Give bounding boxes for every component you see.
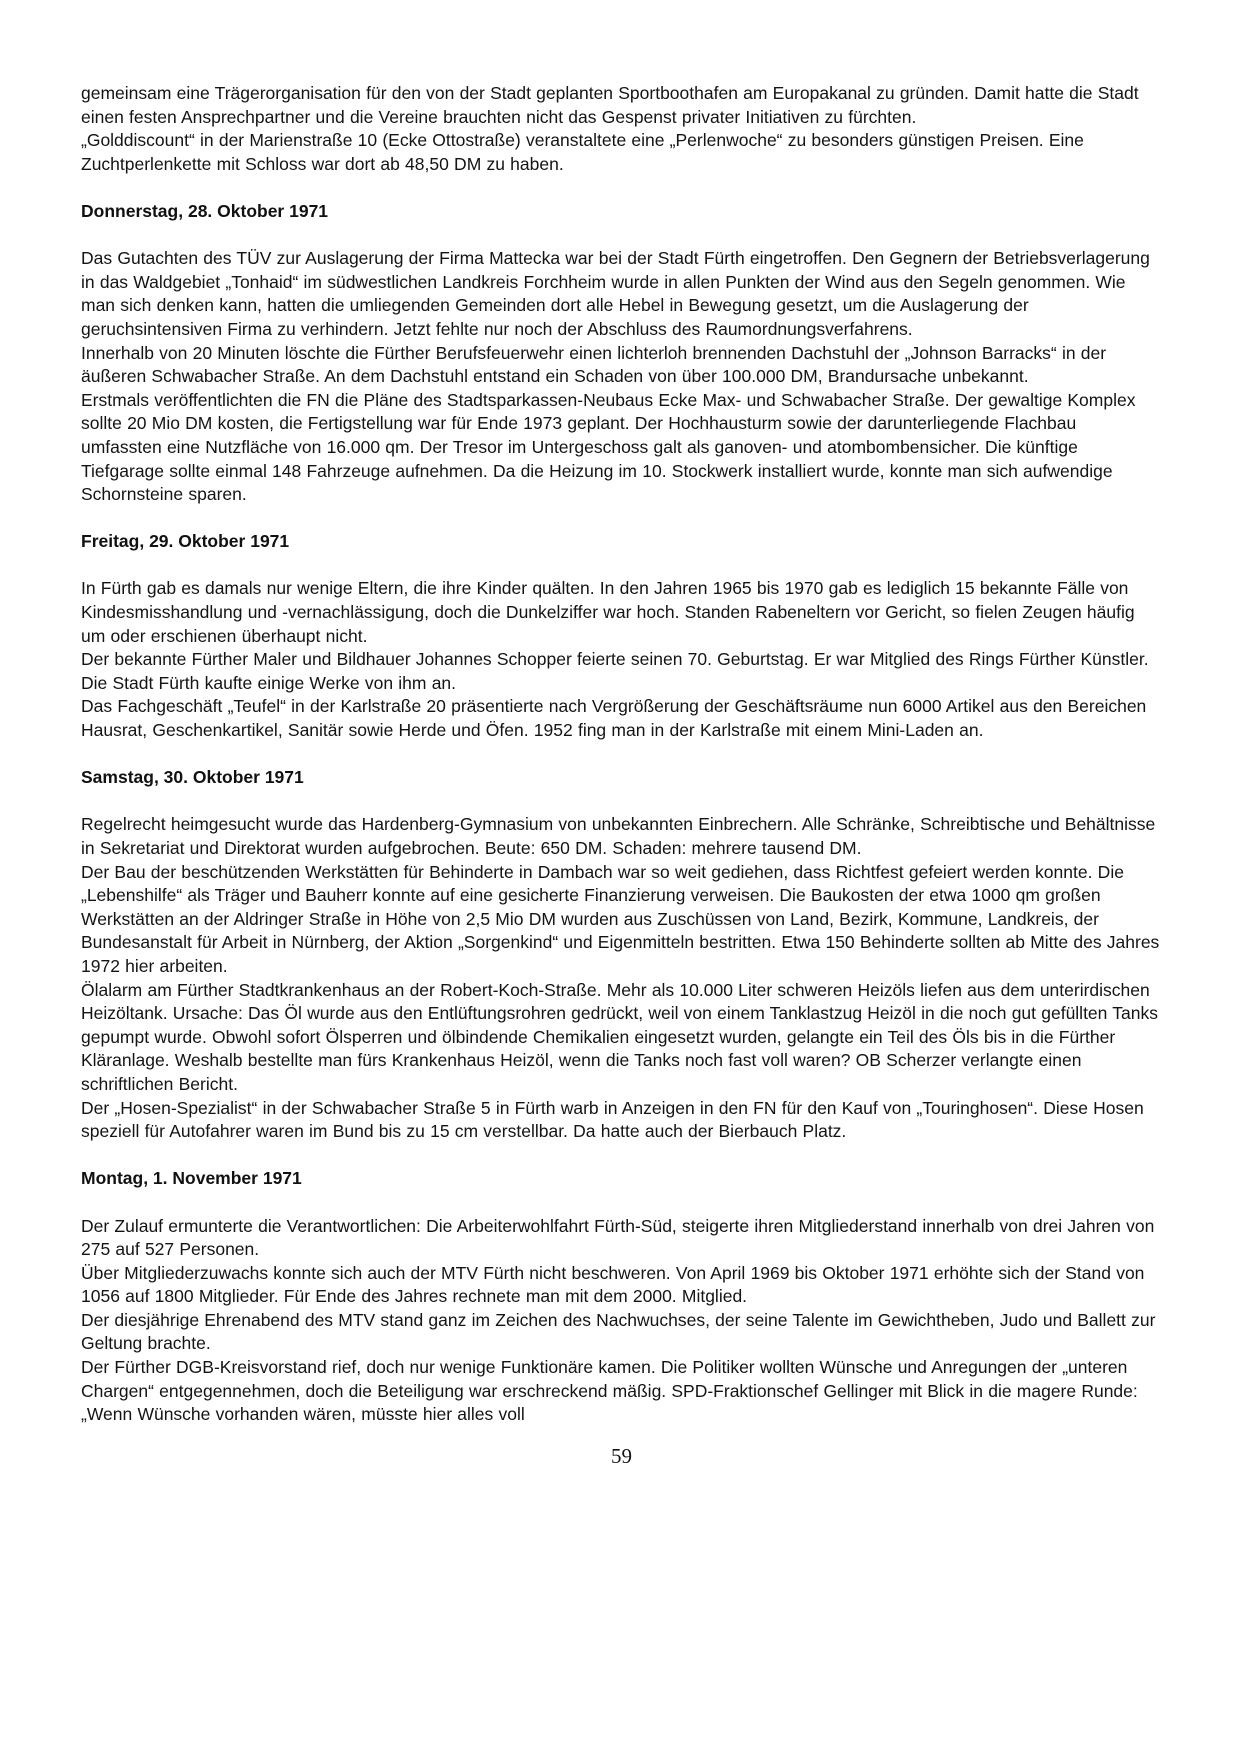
paragraph: Regelrecht heimgesucht wurde das Hardenberg-Gymnasium von unbekannten Einbrechern. Alle Schränke, Schreibtische und Behältnisse in Sekretariat und Direktorat wurden aufgebrochen. Beute: 650 DM. Schaden: mehrere tausend DM.	[81, 814, 1156, 858]
document-body	[81, 82, 1162, 1427]
paragraph: Der Zulauf ermunterte die Verantwortlichen: Die Arbeiterwohlfahrt Fürth-Süd, steigerte ihren Mitgliederstand innerhalb von drei Jahren von 275 auf 527 Personen.	[81, 1215, 1155, 1260]
page-number: 59	[611, 1443, 632, 1468]
section-heading: Samstag, 30. Oktober 1971	[81, 767, 304, 788]
paragraph: Das Gutachten des TÜV zur Auslagerung der Firma Mattecka war bei der Stadt Fürth eingetroffen. Den Gegnern der Betriebsverlagerung in das Waldgebiet „Tonhaid“ im südwestlichen Landkreis Forchheim wurde in allen Punkten der Wind aus den Segeln genommen. Wie man sich denken kann, hatten die umliegenden Gemeinden dort alle Hebel in Bewegung gesetzt, um die Auslagerung der geruchsintensiven Firma zu verhindern. Jetzt fehlte nur noch der Abschluss des Raumordnungsverfahrens.	[81, 248, 1150, 339]
paragraph: gemeinsam eine Trägerorganisation für den von der Stadt geplanten Sportboothafen am Europakanal zu gründen. Damit hatte die Stadt einen festen Ansprechpartner und die Vereine brauchten nicht das Gespenst privater Initiativen zu fürchten.	[81, 83, 1139, 127]
paragraph: Ölalarm am Fürther Stadtkrankenhaus an der Robert-Koch-Straße. Mehr als 10.000 Liter schweren Heizöls liefen aus dem unterirdischen Heizöltank. Ursache: Das Öl wurde aus den Entlüftungsrohren gedrückt, weil von einem Tanklastzug Heizöl in die noch gut gefüllten Tanks gepumpt wurde. Obwohl sofort Ölsperren und ölbindende Chemikalien eingesetzt wurden, gelangte ein Teil des Öls bis in die Fürther Kläranlage. Weshalb bestellte man fürs Krankenhaus Heizöl, wenn die Tanks noch fast voll waren? OB Scherzer verlangte einen schriftlichen Bericht.	[81, 979, 1159, 1094]
paragraph: In Fürth gab es damals nur wenige Eltern, die ihre Kinder quälten. In den Jahren 1965 bis 1970 gab es lediglich 15 bekannte Fälle von Kindesmisshandlung und -vernachlässigung, doch die Dunkelziffer war hoch. Standen Rabeneltern vor Gericht, so fielen Zeugen häufig um oder erschienen überhaupt nicht.	[81, 578, 1135, 646]
section-heading: Donnerstag, 28. Oktober 1971	[81, 200, 329, 221]
paragraph: Der Fürther DGB-Kreisvorstand rief, doch nur wenige Funktionäre kamen. Die Politiker wollten Wünsche und Anregungen der „unteren Chargen“ entgegennehmen, doch die Beteiligung war erschreckend mäßig. SPD-Fraktionschef Gellinger mit Blick in die magere Runde: „Wenn Wünsche vorhanden wären, müsste hier alles voll	[81, 1357, 1138, 1425]
paragraph: „Golddiscount“ in der Marienstraße 10 (Ecke Ottostraße) veranstaltete eine „Perlenwoche“ zu besonders günstigen Preisen. Eine Zuchtperlenkette mit Schloss war dort ab 48,50 DM zu haben.	[81, 130, 1084, 174]
paragraph: Der bekannte Fürther Maler und Bildhauer Johannes Schopper feierte seinen 70. Geburtstag. Er war Mitglied des Rings Fürther Künstler. Die Stadt Fürth kaufte einige Werke von ihm an.	[81, 649, 1149, 693]
paragraph: Erstmals veröffentlichten die FN die Pläne des Stadtsparkassen-Neubaus Ecke Max- und Schwabacher Straße. Der gewaltige Komplex sollte 20 Mio DM kosten, die Fertigstellung war für Ende 1973 geplant. Der Hochhausturm sowie der darunterliegende Flachbau umfassten eine Nutzfläche von 16.000 qm. Der Tresor im Untergeschoss galt als ganoven- und atombombensicher. Die künftige Tiefgarage sollte einmal 148 Fahrzeuge aufnehmen. Da die Heizung im 10. Stockwerk installiert wurde, konnte man sich aufwendige Schornsteine sparen.	[81, 389, 1136, 505]
paragraph: Der „Hosen-Spezialist“ in der Schwabacher Straße 5 in Fürth warb in Anzeigen in den FN für den Kauf von „Touringhosen“. Diese Hosen speziell für Autofahrer waren im Bund bis zu 15 cm verstellbar. Da hatte auch der Bierbauch Platz.	[81, 1097, 1144, 1142]
paragraph: Innerhalb von 20 Minuten löschte die Fürther Berufsfeuerwehr einen lichterloh brennenden Dachstuhl der „Johnson Barracks“ in der äußeren Schwabacher Straße. An dem Dachstuhl entstand ein Schaden von über 100.000 DM, Brandursache unbekannt.	[81, 342, 1107, 387]
section-heading: Montag, 1. November 1971	[81, 1168, 302, 1189]
section-heading: Freitag, 29. Oktober 1971	[81, 531, 290, 552]
paragraph: Das Fachgeschäft „Teufel“ in der Karlstraße 20 präsentierte nach Vergrößerung der Geschäftsräume nun 6000 Artikel aus den Bereichen Hausrat, Geschenkartikel, Sanitär sowie Herde und Öfen. 1952 fing man in der Karlstraße mit einem Mini-Laden an.	[81, 696, 1147, 741]
paragraph: Der Bau der beschützenden Werkstätten für Behinderte in Dambach war so weit gediehen, dass Richtfest gefeiert werden konnte. Die „Lebenshilfe“ als Träger und Bauherr konnte auf eine gesicherte Finanzierung verweisen. Die Baukosten der etwa 1000 qm großen Werkstätten an der Aldringer Straße in Höhe von 2,5 Mio DM wurden aus Zuschüssen von Land, Bezirk, Kommune, Landkreis, der Bundesanstalt für Arbeit in Nürnberg, der Aktion „Sorgenkind“ und Eigenmitteln bestritten. Etwa 150 Behinderte sollten ab Mitte des Jahres 1972 hier arbeiten.	[81, 861, 1160, 976]
paragraph: Der diesjährige Ehrenabend des MTV stand ganz im Zeichen des Nachwuchses, der seine Talente im Gewichtheben, Judo und Ballett zur Geltung brachte.	[81, 1309, 1156, 1354]
paragraph: Über Mitgliederzuwachs konnte sich auch der MTV Fürth nicht beschweren. Von April 1969 bis Oktober 1971 erhöhte sich der Stand von 1056 auf 1800 Mitglieder. Für Ende des Jahres rechnete man mit dem 2000. Mitglied.	[81, 1262, 1145, 1307]
